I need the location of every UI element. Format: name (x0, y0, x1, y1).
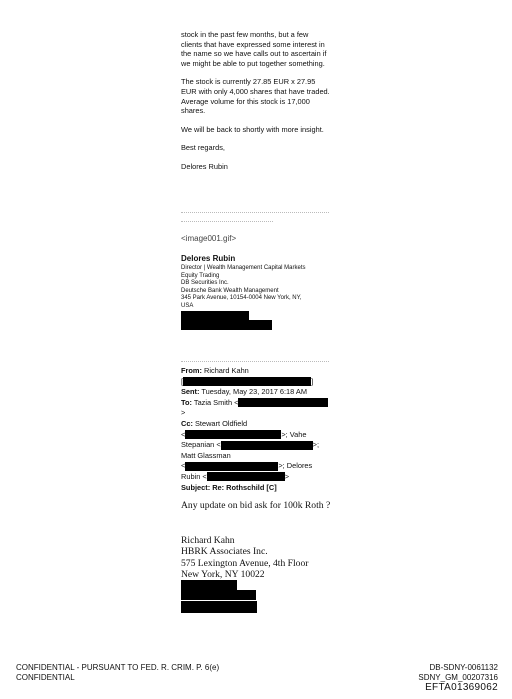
confidential-label: CONFIDENTIAL (16, 673, 75, 682)
cc-after-3: >; Delores (278, 461, 313, 471)
redaction-box (221, 441, 313, 450)
signature-line: Equity Trading (181, 272, 220, 279)
cc-after-2: >; (312, 440, 320, 450)
divider-dotted-1 (181, 212, 329, 213)
from-email-line (181, 377, 331, 388)
image-placeholder: <image001.gif> (181, 234, 237, 243)
redaction-box (185, 462, 278, 471)
cc-after-1: >; Vahe (281, 429, 307, 439)
redaction-box (181, 601, 257, 613)
redaction-box (183, 376, 314, 386)
cc-name-2: Stepanian < (181, 440, 221, 450)
signature-line: 345 Park Avenue, 10154-0004 New York, NY, (181, 295, 302, 302)
signature-line: Deutsche Bank Wealth Management (181, 287, 279, 294)
cc-name-4: Rubin < (181, 471, 207, 481)
body-paragraph-2: The stock is currently 27.85 EUR x 27.95 EUR with only 4,000 shares that have traded. Average volume for this stock is 17,000 shares. (181, 77, 330, 116)
question-text: Any update on bid ask for 100k Roth ? (181, 500, 331, 511)
redaction-box (207, 472, 285, 481)
from-value: Richard Kahn (204, 366, 249, 375)
sender-name: Delores Rubin (181, 161, 228, 171)
cc-label: Cc: (181, 418, 193, 428)
cc-after-4: > (284, 471, 290, 481)
sent-value: Tuesday, May 23, 2017 6:18 AM (201, 387, 307, 397)
redaction-box (181, 320, 272, 330)
address-block (181, 535, 351, 581)
sent-line (181, 387, 331, 398)
footer-left (16, 663, 219, 683)
bracket-close: ] (311, 376, 314, 386)
sent-label: Sent: (181, 387, 200, 397)
email-body (181, 30, 331, 172)
cc-name-3: Matt Glassman (181, 450, 231, 460)
confidential-notice: CONFIDENTIAL - PURSUANT TO FED. R. CRIM. P. 6(e) (16, 663, 220, 672)
address-line: 575 Lexington Avenue, 4th Floor (181, 557, 309, 569)
signature-line: DB Securities Inc. (181, 280, 229, 287)
redaction-box (185, 430, 281, 439)
from-line (181, 366, 331, 377)
email-header (181, 366, 331, 493)
subject-label: Subject: (181, 482, 211, 492)
subject-value: Re: Rothschild [C] (212, 482, 277, 492)
cc-line-3 (181, 440, 331, 451)
signature-line: USA (181, 302, 194, 309)
redaction-box (181, 580, 237, 590)
signature-block (181, 254, 356, 311)
signature-line: Director | Wealth Management Capital Markets (181, 265, 306, 271)
redaction-box (181, 590, 256, 600)
cc-bracket: < (181, 429, 186, 439)
to-value: Tazia Smith < (193, 397, 239, 407)
cc-bracket: < (181, 461, 186, 471)
cc-line (181, 419, 331, 430)
cc-line-5 (181, 461, 331, 472)
to-line (181, 398, 331, 419)
bracket-open: [ (181, 376, 184, 386)
bates-number-2: SDNY_GM_00207316 (418, 673, 498, 682)
cc-line-2 (181, 430, 331, 441)
signature-name: Delores Rubin (181, 254, 236, 263)
cc-value: Stewart Oldfield (194, 418, 248, 428)
divider-dotted-3 (181, 361, 329, 362)
address-line: New York, NY 10022 (181, 569, 265, 581)
from-label: From: (181, 366, 202, 375)
cc-line-4 (181, 451, 331, 462)
divider-dotted-2 (181, 221, 273, 222)
bates-number-3: EFTA01369062 (425, 682, 498, 693)
address-line: Richard Kahn (181, 535, 235, 546)
to-close: > (181, 408, 186, 418)
cc-line-6 (181, 472, 331, 483)
body-paragraph-1: stock in the past few months, but a few clients that have expressed some interest in the name so we have calls out to ascertain if we might be able to put together something. (181, 30, 327, 68)
subject-line (181, 483, 331, 494)
bates-number-1: DB-SDNY-0061132 (429, 663, 498, 672)
address-line: HBRK Associates Inc. (181, 546, 268, 558)
footer-right (418, 663, 498, 693)
body-paragraph-3: We will be back to shortly with more insight. (181, 124, 324, 134)
redaction-box (238, 398, 328, 407)
to-label: To: (181, 397, 192, 407)
sign-off: Best regards, (181, 143, 225, 153)
